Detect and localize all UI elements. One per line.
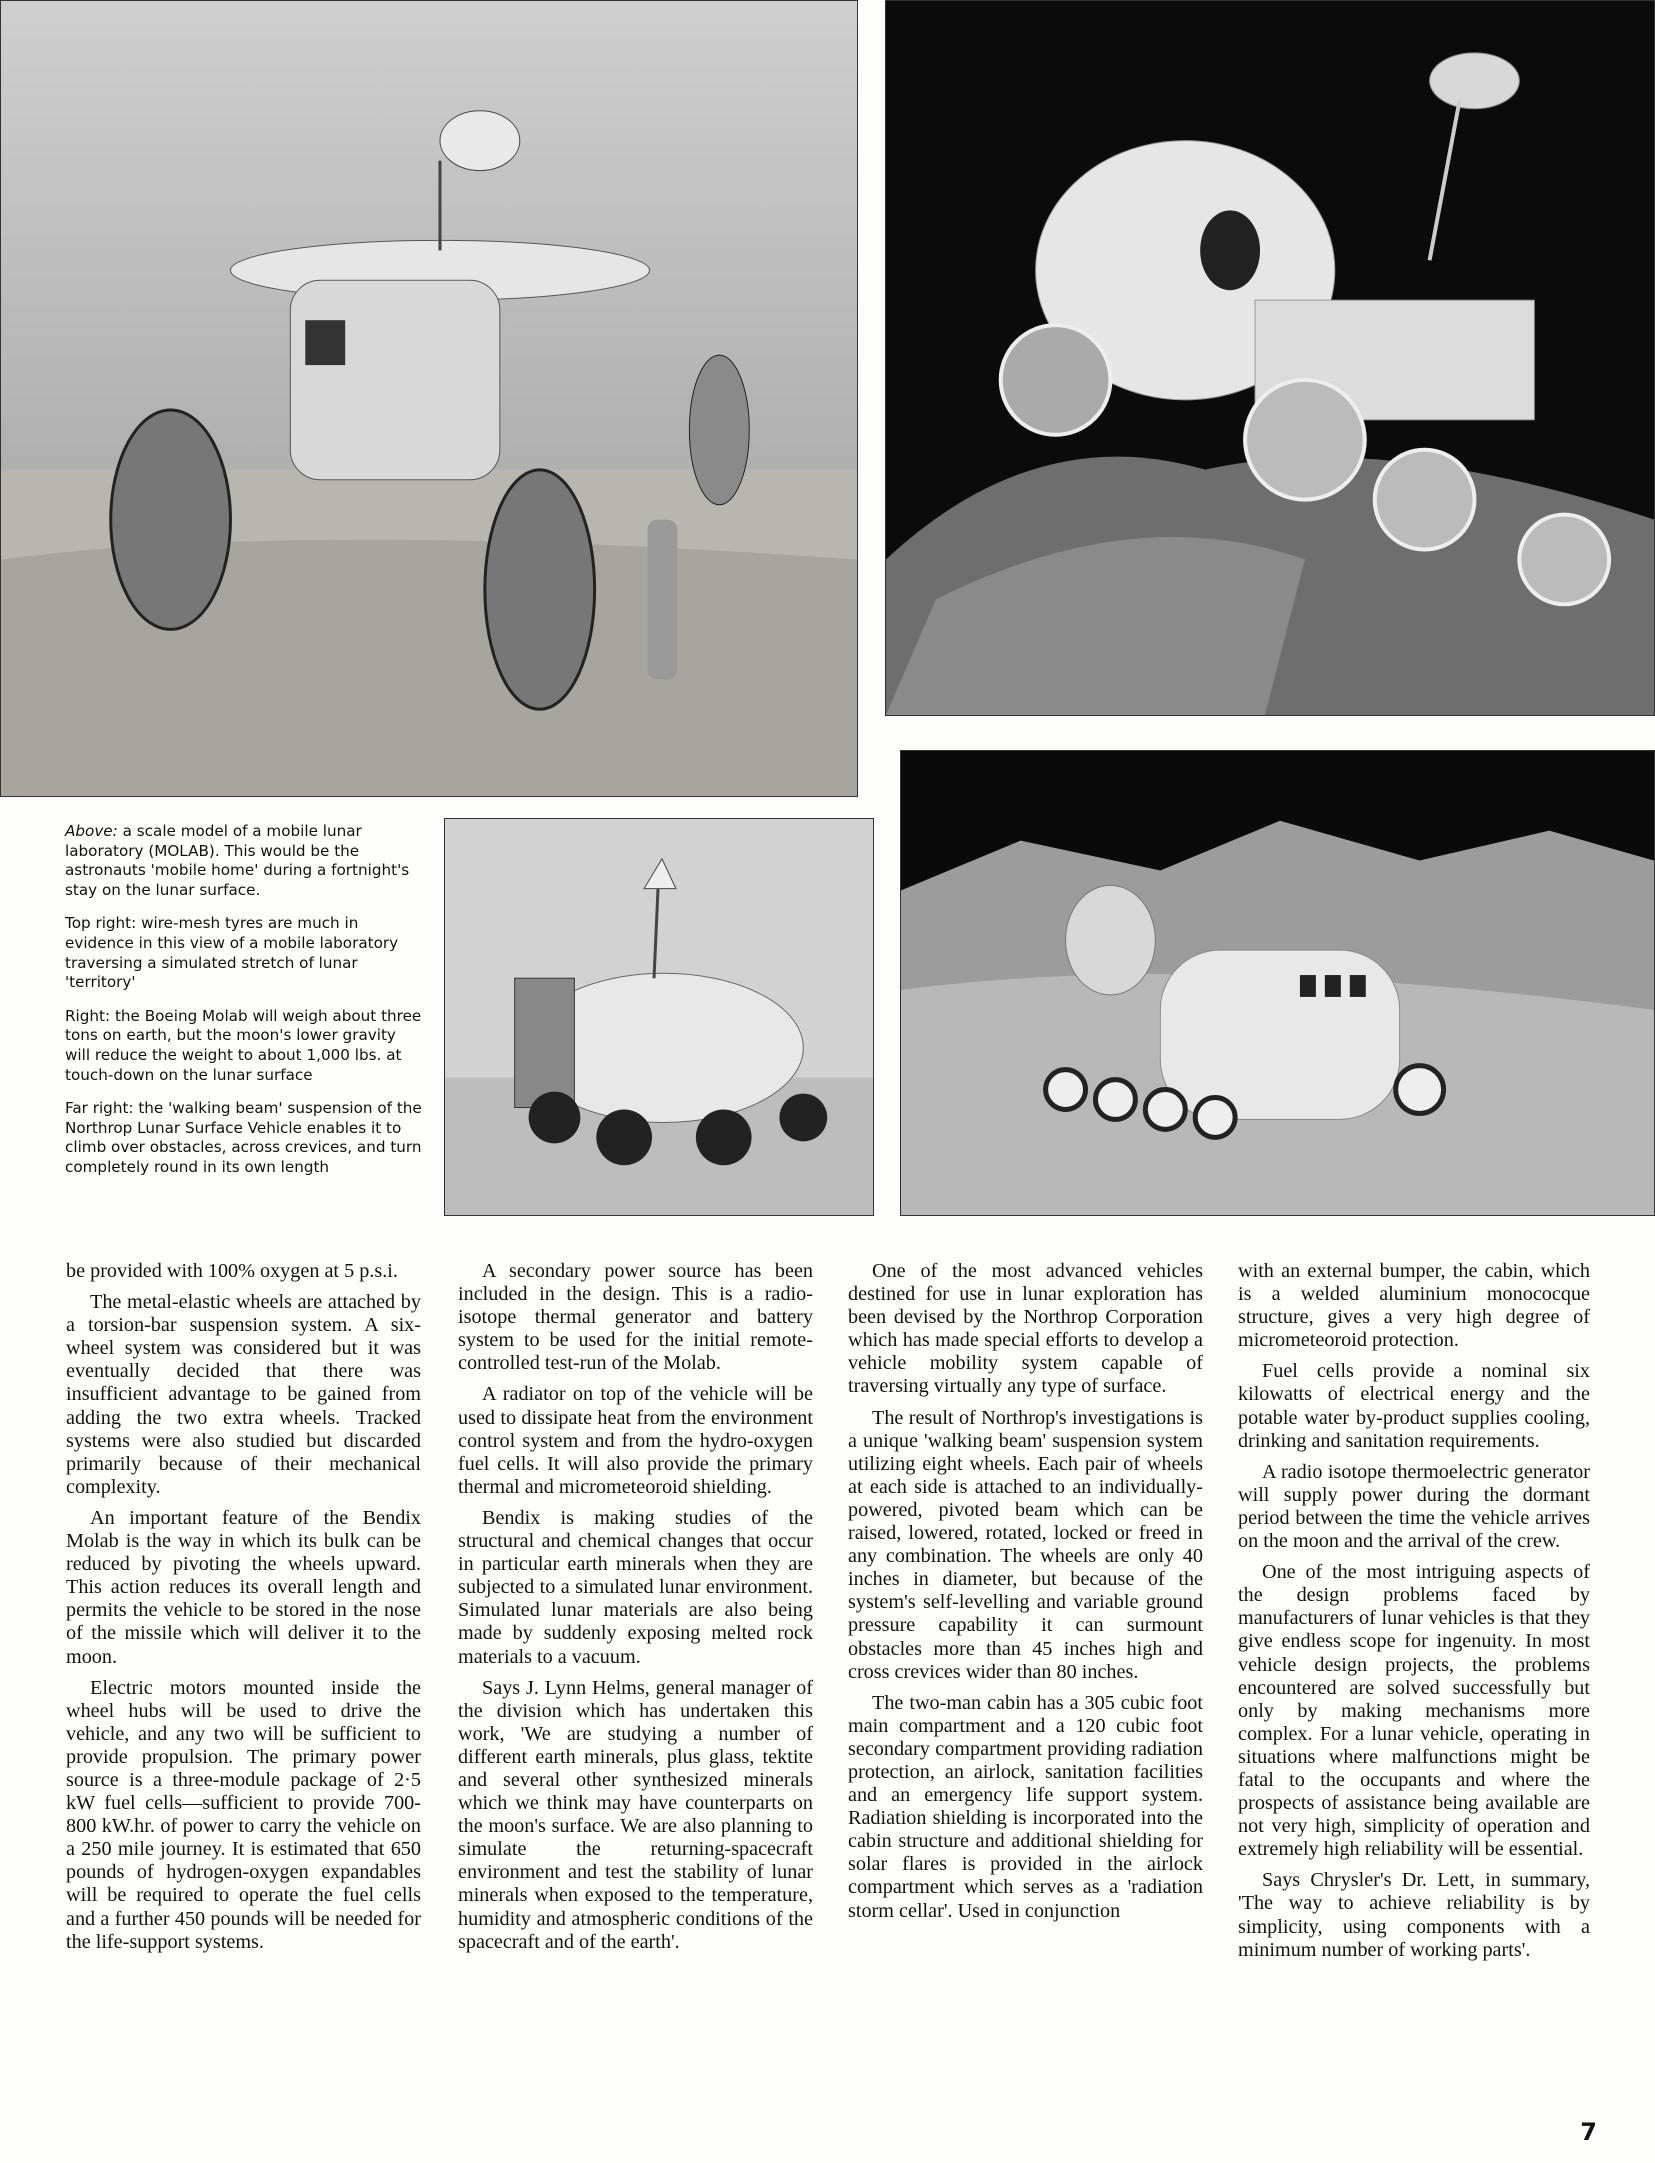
paragraph: The metal-elastic wheels are attached by a torsion-bar suspension system. A six-wheel system was considered but it was eventually decided that there was insufficient advantage to be gained from adding the two extra wheels. Tracked systems were also studied but discarded primarily because of their mechanical complexity. [66, 1291, 421, 1498]
molab-model-photo [0, 0, 858, 797]
northrop-vehicle-photo [900, 750, 1655, 1216]
paragraph: The result of Northrop's investigations is a unique 'walking beam' suspension system utilizing eight wheels. Each pair of wheels at each side is attached to an individually-powered, pivoted beam which can be raised, lowered, rotated, locked or freed in any combination. The wheels are only 40 inches in diameter, but because of the system's self-levelling and variable ground pressure capability it can surmount obstacles more than 45 inches high and cross crevices wider than 80 inches. [848, 1406, 1203, 1683]
caption-far-right: Far right: the 'walking beam' suspension of the Northrop Lunar Surface Vehicle enables it to climb over obstacles, across crevices, and turn completely round in its own length [65, 1099, 422, 1176]
caption-above-lead: Above: [65, 822, 118, 840]
paragraph: with an external bumper, the cabin, which is a welded aluminium monococque structure, gives a very high degree of micrometeoroid protection. [1238, 1260, 1590, 1352]
paragraph: One of the most advanced vehicles destined for use in lunar exploration has been devised by the Northrop Corporation which has made special efforts to develop a vehicle mobility system capable of traversing virtually any type of surface. [848, 1260, 1203, 1398]
paragraph: A radiator on top of the vehicle will be used to dissipate heat from the environment control system and from the hydro-oxygen fuel cells. It will also provide the primary thermal and micrometeoroid shielding. [458, 1383, 813, 1498]
article-column-4 [1238, 1260, 1590, 1970]
paragraph: Says Chrysler's Dr. Lett, in summary, 'The way to achieve reliability is by simplicity, using components with a minimum number of working parts'. [1238, 1869, 1590, 1961]
paragraph: An important feature of the Bendix Molab is the way in which its bulk can be reduced by pivoting the wheels upward. This action reduces its overall length and permits the vehicle to be stored in the nose of the missile which will deliver it to the moon. [66, 1506, 421, 1668]
article-column-2 [458, 1260, 813, 1962]
paragraph: Fuel cells provide a nominal six kilowatts of electrical energy and the potable water by-product supplies cooling, drinking and sanitation requirements. [1238, 1360, 1590, 1452]
paragraph: A secondary power source has been included in the design. This is a radio-isotope thermal generator and battery system to be used for the initial remote-controlled test-run of the Molab. [458, 1260, 813, 1375]
paragraph: A radio isotope thermoelectric generator will supply power during the dormant period between the time the vehicle arrives on the moon and the arrival of the crew. [1238, 1460, 1590, 1553]
caption-above [65, 822, 425, 900]
paragraph: be provided with 100% oxygen at 5 p.s.i. [66, 1260, 398, 1282]
wire-mesh-vehicle-photo [885, 0, 1655, 716]
article-column-3 [848, 1260, 1203, 1931]
caption-top-right: Top right: wire-mesh tyres are much in evidence in this view of a mobile laboratory traversing a simulated stretch of lunar 'territory' [65, 914, 399, 992]
paragraph: The two-man cabin has a 305 cubic foot main compartment and a 120 cubic foot secondary compartment providing radiation protection, an airlock, sanitation facilities and an emergency life support system. Radiation shielding is incorporated into the cabin structure and additional shielding for solar flares is provided in the airlock compartment which serves as a 'radiation storm cellar'. Used in conjunction [848, 1691, 1203, 1922]
page-number: 7 [1580, 2118, 1597, 2146]
paragraph: Bendix is making studies of the structural and chemical changes that occur in particular earth minerals when they are subjected to a simulated lunar environment. Simulated lunar materials are also being made by suddenly exposing melted rock materials to a vacuum. [458, 1506, 813, 1668]
paragraph: Says J. Lynn Helms, general manager of the division which has undertaken this work, 'We are studying a number of different earth minerals, plus glass, tektite and several other synthesized minerals which we think may have counterparts on the moon's surface. We are also planning to simulate the returning-spacecraft environment and test the stability of lunar minerals when exposed to the temperature, humidity and atmospheric conditions of the spacecraft and of the earth'. [458, 1676, 813, 1953]
photo-captions [65, 822, 425, 1192]
boeing-molab-photo [444, 818, 874, 1216]
paragraph: Electric motors mounted inside the wheel hubs will be used to drive the vehicle, and any two will be sufficient to provide propulsion. The primary power source is a three-module package of 2·5 kW fuel cells—sufficient to provide 700-800 kW.hr. of power to carry the vehicle on a 250 mile journey. It is estimated that 650 pounds of hydrogen-oxygen expandables will be required to operate the fuel cells and a further 450 pounds will be needed for the life-support systems. [66, 1676, 421, 1953]
caption-right: Right: the Boeing Molab will weigh about three tons on earth, but the moon's lower gravity will reduce the weight to about 1,000 lbs. at touch-down on the lunar surface [65, 1006, 422, 1084]
article-column-1 [66, 1260, 421, 1962]
caption-above-text: a scale model of a mobile lunar laboratory (MOLAB). This would be the astronauts 'mobile home' during a fortnight's stay on the lunar surface. [65, 822, 410, 899]
paragraph: One of the most intriguing aspects of the design problems faced by manufacturers of lunar vehicles is that they give endless scope for ingenuity. In most vehicle design projects, the problems encountered are solved successfully but only by making mechanisms more complex. For a lunar vehicle, operating in situations where malfunctions might be fatal to the occupants and where the prospects of assistance being available are not very high, simplicity of operation and extremely high reliability will be essential. [1238, 1561, 1590, 1861]
